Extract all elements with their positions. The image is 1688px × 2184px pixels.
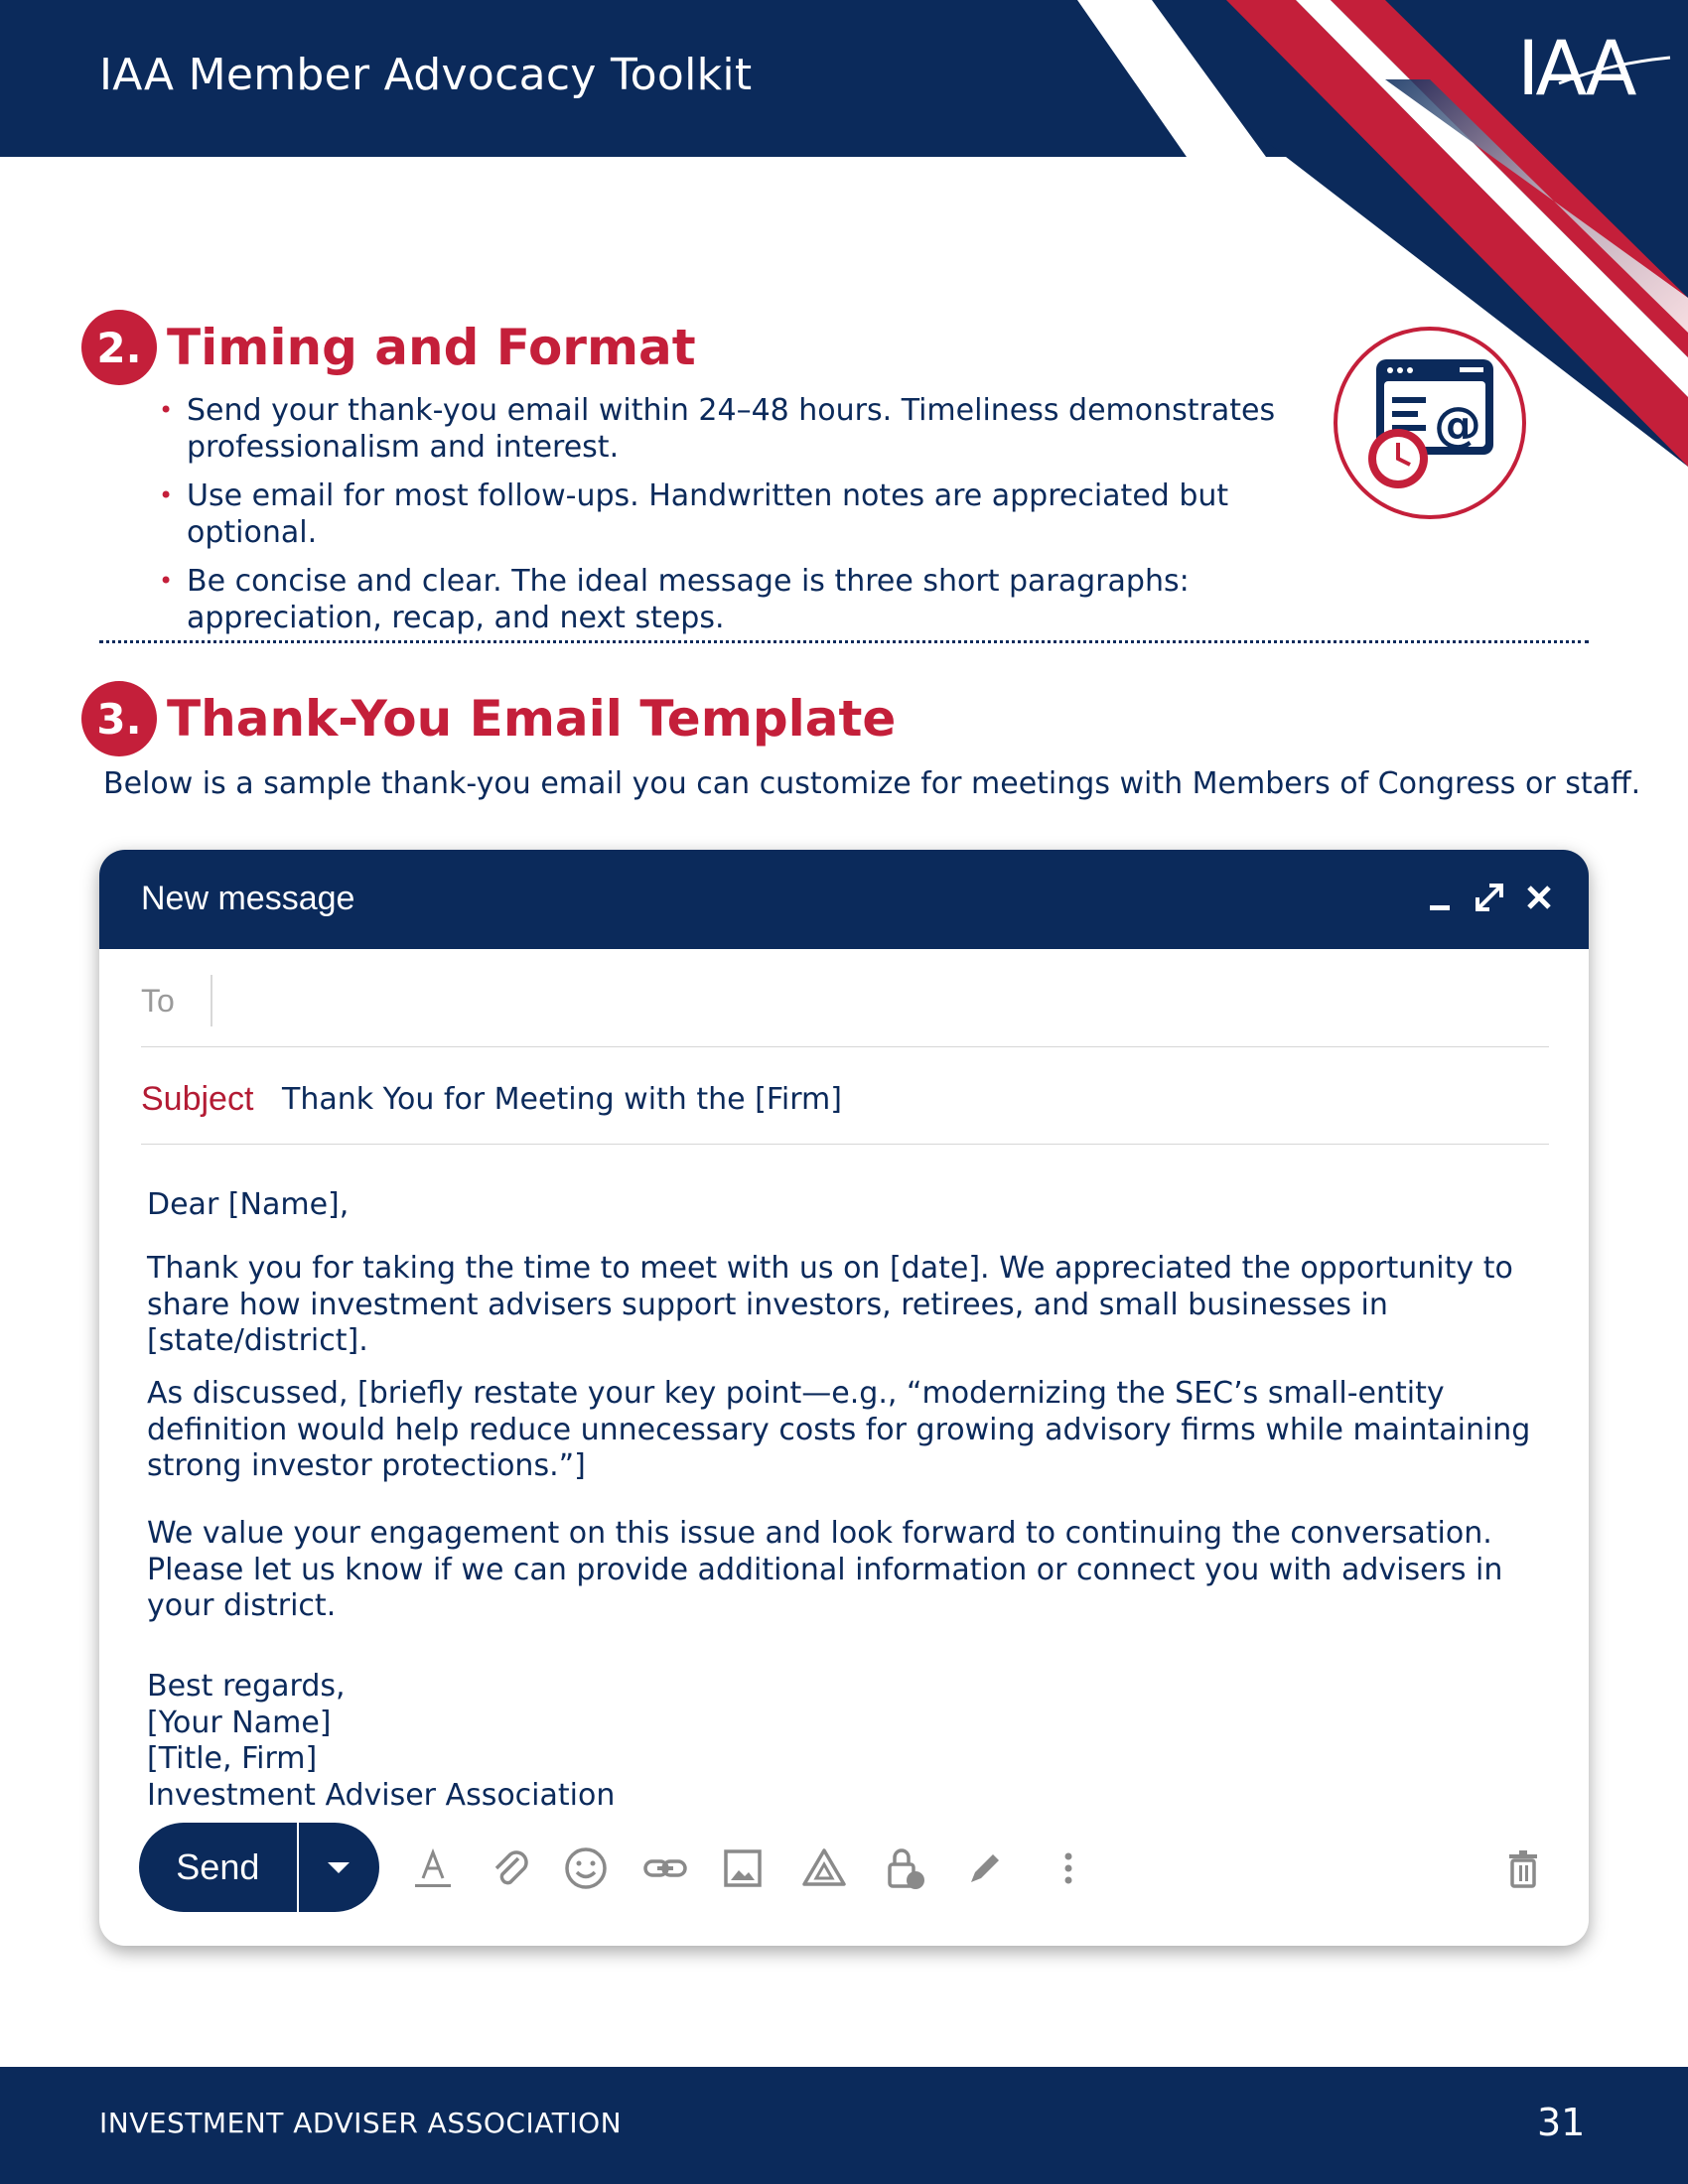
email-clock-icon [1331, 324, 1529, 522]
bullet-text: Be concise and clear. The ideal message is three short paragraphs: appreciation, recap, and next steps. [187, 564, 1190, 635]
footer-bar [0, 2067, 1688, 2184]
signature-line: Investment Adviser Association [147, 1777, 616, 1813]
list-item [159, 478, 1331, 551]
more-icon[interactable] [1045, 1844, 1092, 1892]
link-icon[interactable] [641, 1844, 689, 1892]
emoji-icon[interactable] [562, 1844, 610, 1892]
subject-label: Subject [141, 1080, 254, 1118]
subject-field[interactable]: Thank You for Meeting with the [Firm] [282, 1082, 842, 1117]
send-options-button[interactable] [299, 1823, 379, 1912]
minimize-icon[interactable] [1420, 878, 1460, 917]
section-divider [99, 640, 1589, 643]
to-label: To [141, 983, 175, 1019]
section-intro: Below is a sample thank-you email you can customize for meetings with Members of Congress or staff. [103, 766, 1641, 801]
email-compose-window [99, 850, 1589, 1946]
image-icon[interactable] [719, 1844, 767, 1892]
section-3-heading [81, 681, 896, 756]
body-paragraph: We value your engagement on this issue and look forward to continuing the conversation. Please let us know if we can provide additional information or connect you with advisers in your district. [147, 1516, 1503, 1623]
section-title: Timing and Format [167, 319, 696, 376]
document-title: IAA Member Advocacy Toolkit [99, 50, 753, 100]
drive-icon[interactable] [800, 1844, 848, 1892]
send-button[interactable]: Send [139, 1823, 299, 1912]
signature-line: [Your Name] [147, 1705, 332, 1740]
lock-clock-icon[interactable] [882, 1844, 929, 1892]
bullet-text: Use email for most follow-ups. Handwritten notes are appreciated but optional. [187, 478, 1229, 550]
iaa-logo: IAA [1517, 24, 1633, 112]
attach-icon[interactable] [487, 1844, 534, 1892]
body-paragraph: As discussed, [briefly restate your key point—e.g., “modernizing the SEC’s small-entity definition would help reduce unnecessary costs for growing advisory firms while maintaining strong investor protections.”] [147, 1376, 1531, 1483]
list-item [159, 563, 1331, 636]
greeting-line: Dear [Name], [147, 1187, 350, 1222]
text-format-icon[interactable] [409, 1844, 457, 1892]
to-row [141, 967, 1549, 1047]
body-paragraph: Thank you for taking the time to meet with us on [date]. We appreciated the opportunity to share how investment advisers support investors, retirees, and small businesses in [state/district]. [147, 1251, 1513, 1358]
bullet-text: Send your thank-you email within 24–48 hours. Timeliness demonstrates professionalism and interest. [187, 393, 1276, 465]
list-item [159, 392, 1331, 466]
bullet-marker: • [159, 567, 174, 595]
compose-titlebar [99, 850, 1589, 949]
subject-row[interactable] [141, 1064, 1549, 1145]
chevron-down-icon [324, 1857, 353, 1877]
signature-block [147, 1669, 1557, 1814]
timing-bullet-list [159, 392, 1331, 648]
compose-title: New message [141, 880, 355, 917]
section-2-heading [81, 310, 696, 385]
section-number-badge: 3. [81, 681, 157, 756]
section-title: Thank-You Email Template [167, 690, 897, 748]
close-icon[interactable] [1519, 878, 1559, 917]
signature-line: [Title, Firm] [147, 1741, 318, 1776]
bullet-marker: • [159, 396, 174, 424]
logo-swoosh-icon [1549, 52, 1674, 91]
expand-icon[interactable] [1470, 878, 1509, 917]
send-button-group [139, 1823, 379, 1912]
trash-icon[interactable] [1499, 1844, 1547, 1892]
svg-text:@: @ [1434, 397, 1481, 453]
footer-organization: INVESTMENT ADVISER ASSOCIATION [99, 2107, 623, 2139]
bullet-marker: • [159, 481, 174, 509]
signature-line: Best regards, [147, 1669, 346, 1704]
page-number: 31 [1537, 2101, 1586, 2144]
to-field[interactable] [211, 975, 1547, 1026]
section-number-badge: 2. [81, 310, 157, 385]
pen-icon[interactable] [961, 1844, 1009, 1892]
